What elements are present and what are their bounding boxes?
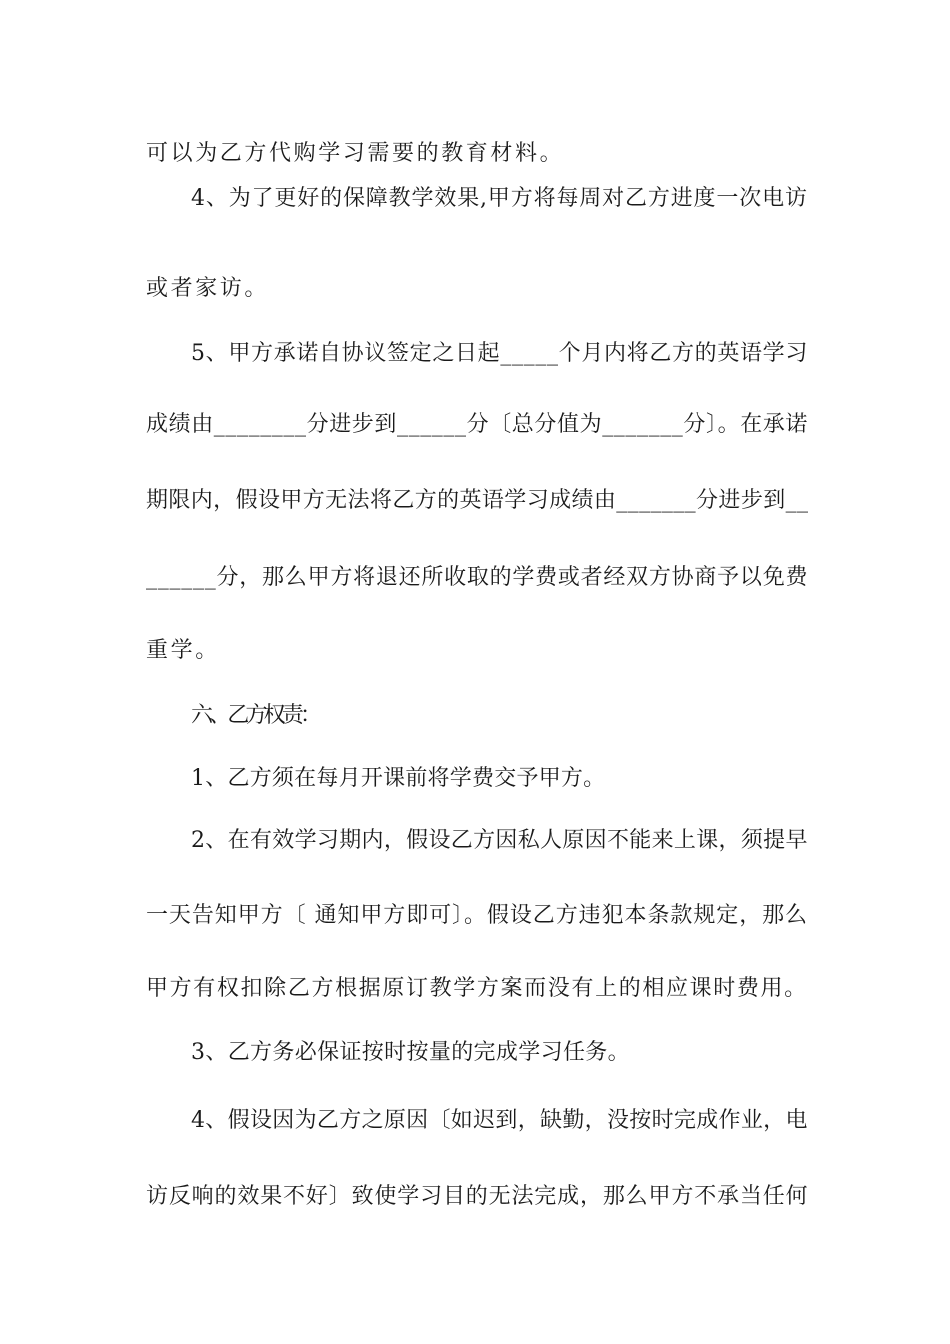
paragraph-line: 4、为了更好的保障教学效果,甲方将每周对乙方进度一次电访 [191,186,808,211]
paragraph-line: 访反响的效果不好〕致使学习目的无法完成，那么甲方不承当任何 [146,1184,809,1209]
paragraph-line: 或者家访。 [146,276,270,301]
paragraph-line: 一天告知甲方〔 通知甲方即可〕。假设乙方违犯本条款规定，那么 [146,903,808,928]
paragraph-line: 期限内，假设甲方无法将乙方的英语学习成绩由_______分进步到__ [146,488,809,513]
paragraph-line: 1、乙方须在每月开课前将学费交予甲方。 [191,766,606,791]
paragraph-line: 4、假设因为乙方之原因〔如迟到，缺勤，没按时完成作业，电 [191,1108,808,1133]
paragraph-line: 重学。 [146,638,220,663]
paragraph-line: 甲方有权扣除乙方根据原订教学方案而没有上的相应课时费用。 [146,976,808,1001]
paragraph-line: ______分，那么甲方将退还所收取的学费或者经双方协商予以免费 [146,565,809,590]
paragraph-line: 可以为乙方代购学习需要的教育材料。 [146,141,565,166]
paragraph-line: 3、乙方务必保证按时按量的完成学习任务。 [191,1040,630,1065]
paragraph-line: 成绩由________分进步到______分〔总分值为_______分〕。在承诺 [146,412,809,437]
paragraph-line: 2、在有效学习期内，假设乙方因私人原因不能来上课，须提早 [191,828,808,853]
section-heading: 六、乙方权责： [191,703,319,728]
paragraph-line: 5、甲方承诺自协议签定之日起_____个月内将乙方的英语学习 [191,341,808,366]
